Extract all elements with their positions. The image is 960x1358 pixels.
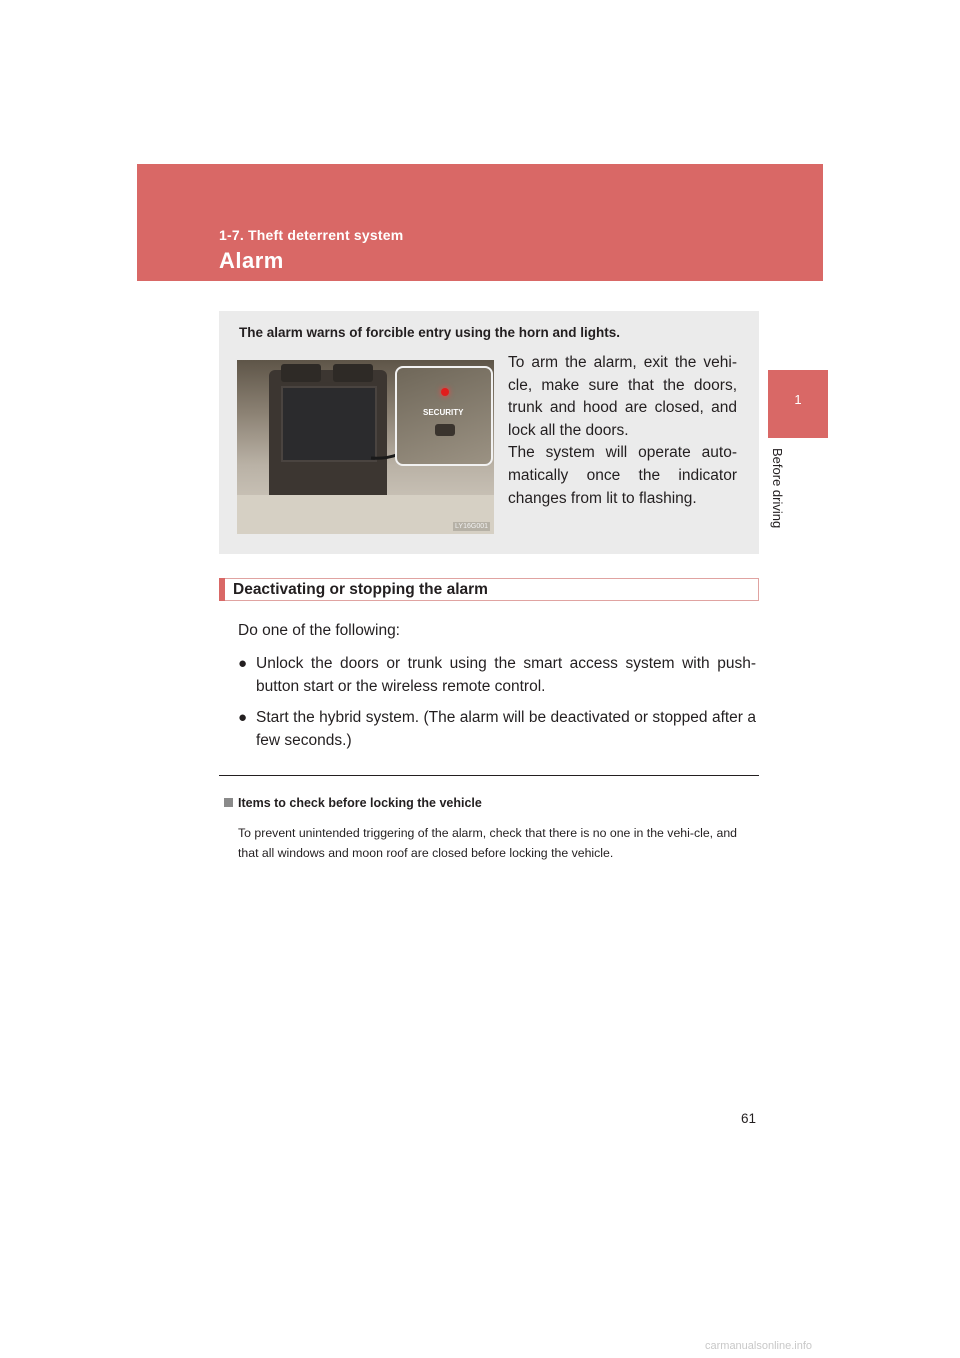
section-heading-bar [219, 578, 759, 601]
bullet-icon: ● [238, 655, 248, 672]
bullet-icon: ● [238, 709, 248, 726]
intro-headline: The alarm warns of forcible entry using the horn and lights. [239, 325, 621, 340]
image-code: LY16G001 [455, 523, 488, 530]
intro-box [219, 311, 759, 554]
dashboard-photo [237, 360, 494, 534]
section-label: 1-7. Theft deterrent system [219, 227, 404, 243]
watermark: carmanualsonline.info [705, 1340, 813, 1352]
list-item-text: Start the hybrid system. (The alarm will be deactivated or stopped after a few seconds.) [256, 709, 756, 749]
security-button [435, 424, 455, 436]
list-item [238, 706, 756, 752]
chapter-name: Before driving [770, 448, 785, 529]
display-screen [281, 386, 377, 462]
square-bullet-icon [224, 798, 233, 807]
page-title: Alarm [219, 248, 284, 273]
security-label: SECURITY [423, 408, 464, 417]
header-band [137, 164, 823, 281]
note-title-text: Items to check before locking the vehicle [238, 796, 482, 810]
section-heading: Deactivating or stopping the alarm [233, 581, 488, 598]
chapter-tab[interactable] [768, 370, 828, 438]
section-lead: Do one of the following: [238, 622, 400, 639]
air-vent-left [281, 364, 321, 382]
note-body: To prevent unintended triggering of the alarm, check that there is no one in the vehi-cle, and that all windows and moon roof are closed before locking the vehicle. [238, 826, 738, 860]
air-vent-right [333, 364, 373, 382]
page-number: 61 [741, 1111, 757, 1126]
divider [219, 775, 759, 776]
intro-body [508, 352, 737, 510]
intro-paragraph-arm: To arm the alarm, exit the vehi-cle, make sure that the doors, trunk and hood are closed, and lock all the doors. [508, 354, 737, 439]
heading-marker [219, 578, 225, 601]
security-indicator-closeup [395, 366, 493, 466]
list-item-text: Unlock the doors or trunk using the smart access system with push-button start or the wireless remote control. [256, 655, 756, 695]
chapter-number: 1 [794, 392, 802, 407]
note-title [224, 796, 482, 810]
intro-paragraph-operate: The system will operate auto-matically once the indicator changes from lit to flashing. [508, 444, 737, 507]
security-led-icon [441, 388, 449, 396]
list-item [238, 652, 756, 698]
